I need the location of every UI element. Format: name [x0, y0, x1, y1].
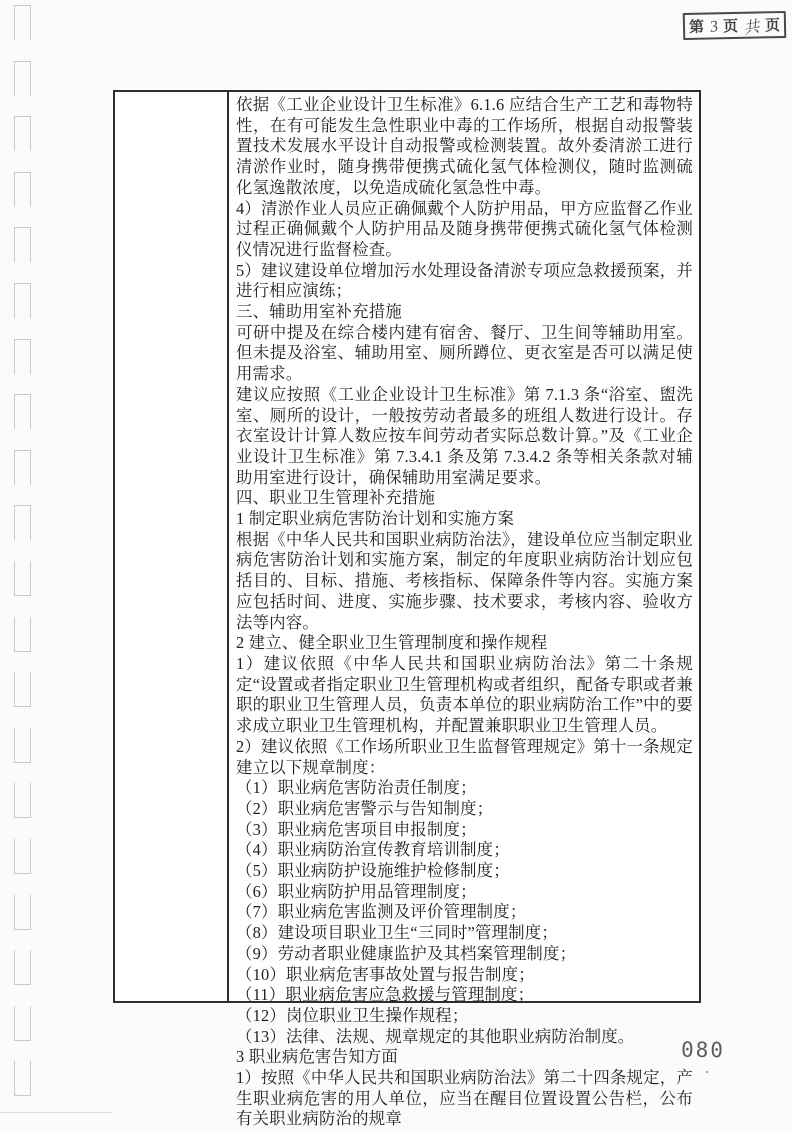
- binding-mark: [14, 172, 31, 207]
- scan-speck: [706, 1071, 708, 1073]
- paragraph: （9）劳动者职业健康监护及其档案管理制度；: [236, 943, 577, 963]
- paragraph: （2）职业病危害警示与告知制度；: [236, 798, 494, 818]
- paragraph: （10）职业病危害事故处置与报告制度；: [236, 964, 535, 984]
- paragraph: 1）建议依照《中华人民共和国职业病防治法》第二十条规定“设置或者指定职业卫生管理机构或者组织，配备专职或者兼职的职业卫生管理人员，负责本单位的职业病防治工作”中的要求成立职业卫生管理机构，并配置兼职职业卫生管理人员。: [236, 653, 693, 736]
- paragraph: 1 制定职业病危害防治计划和实施方案: [236, 509, 515, 529]
- binding-mark: [14, 283, 31, 318]
- binding-mark: [14, 5, 31, 40]
- paragraph: 依据《工业企业设计卫生标准》6.1.6 应结合生产工艺和毒物特性，在有可能发生急性职业中毒的工作场所，根据自动报警装置技术发展水平设计自动报警或检测装置。故外委清淤工进行清淤作业时，随身携带便携式硫化氢气体检测仪，随时监测硫化氢逸散浓度，以免造成硫化氢急性中毒。: [236, 95, 693, 197]
- binding-mark: [14, 561, 31, 596]
- paragraph: 1）按照《中华人民共和国职业病防治法》第二十四条规定，产生职业病危害的用人单位，应当在醒目位置设置公告栏，公布有关职业病防治的规章: [236, 1068, 693, 1129]
- paragraph: 3 职业病危害告知方面: [236, 1047, 399, 1067]
- report-table: [113, 90, 701, 1129]
- stamp-suffix-label: 页: [764, 18, 781, 35]
- stamp-prefix-label: 第: [688, 19, 705, 36]
- paragraph: （6）职业病防护用品管理制度；: [236, 881, 477, 901]
- paragraph: 根据《中华人民共和国职业病防治法》，建设单位应当制定职业病危害防治计划和实施方案，制定的年度职业病防治计划应包括目的、目标、措施、考核指标、保障条件等内容。实施方案应包括时间、进度、实施步骤、技术要求，考核内容、验收方法等内容。: [236, 529, 693, 632]
- paragraph: 5）建议建设单位增加污水处理设备清淤专项应急救援预案，并进行相应演练；: [236, 260, 693, 301]
- binding-mark: [14, 672, 31, 707]
- stamp-handwritten-page-number: 3: [708, 17, 719, 36]
- paragraph: （11）职业病危害应急救援与管理制度；: [236, 985, 535, 1005]
- binding-mark: [14, 617, 31, 652]
- binding-mark: [14, 1061, 31, 1096]
- table-left-empty-cell: [115, 92, 229, 1001]
- paragraph: （13）法律、法规、规章规定的其他职业病防治制度。: [236, 1026, 635, 1046]
- binding-mark: [14, 505, 31, 540]
- paragraph: 建议应按照《工业企业设计卫生标准》第 7.1.3 条“浴室、盥洗室、厕所的设计，一般按劳动者最多的班组人数进行设计。存衣室设计计算人数应按车间劳动者实际总数计算。”及《工业企业设计卫生标准》第 7.3.4.1 条及第 7.3.4.2 条等相关条款对辅助用室进行设计，确保辅助用室满足要求。: [236, 384, 693, 487]
- page-edge-shadow: [0, 1112, 112, 1113]
- binding-mark: [14, 1006, 31, 1041]
- binding-mark: [14, 61, 31, 96]
- page-count-stamp: [683, 11, 787, 40]
- paragraph: 2 建立、健全职业卫生管理制度和操作规程: [236, 633, 548, 653]
- binding-mark: [14, 450, 31, 485]
- paragraph: （8）建设项目职业卫生“三同时”管理制度；: [236, 923, 558, 943]
- paragraph: （12）岗位职业卫生操作规程；: [236, 1005, 469, 1025]
- binding-mark: [14, 950, 31, 985]
- stamp-handwritten-total: 共: [742, 18, 762, 38]
- paragraph: 4）清淤作业人员应正确佩戴个人防护用品，甲方应监督乙作业过程正确佩戴个人防护用品及随身携带便携式硫化氢气体检测仪情况进行监督检查。: [236, 198, 693, 259]
- stamp-mid-label: 页: [722, 18, 739, 36]
- binding-mark: [14, 895, 31, 930]
- binding-mark: [14, 116, 31, 151]
- paragraph: （4）职业病防治宣传教育培训制度；: [236, 840, 510, 860]
- binding-mark: [14, 839, 31, 874]
- paragraph: 四、职业卫生管理补充措施: [236, 488, 436, 508]
- folio-page-number: 080: [680, 1037, 726, 1063]
- paragraph: 2）建议依照《工作场所职业卫生监督管理规定》第十一条规定建立以下规章制度：: [236, 736, 693, 777]
- paragraph: （5）职业病防护设施维护检修制度；: [236, 861, 510, 881]
- binding-mark: [14, 339, 31, 374]
- paragraph: （7）职业病危害监测及评价管理制度；: [236, 902, 527, 922]
- report-text: [229, 92, 699, 1129]
- binding-mark: [14, 394, 31, 429]
- paragraph: （1）职业病危害防治责任制度；: [236, 778, 477, 798]
- binding-mark: [14, 227, 31, 262]
- paragraph: 三、辅助用室补充措施: [236, 302, 402, 322]
- paragraph: 可研中提及在综合楼内建有宿舍、餐厅、卫生间等辅助用室。但未提及浴室、辅助用室、厕所蹲位、更衣室是否可以满足使用需求。: [236, 322, 693, 384]
- binding-mark: [14, 728, 31, 763]
- binding-mark: [14, 783, 31, 818]
- paragraph: （3）职业病危害项目申报制度；: [236, 819, 477, 839]
